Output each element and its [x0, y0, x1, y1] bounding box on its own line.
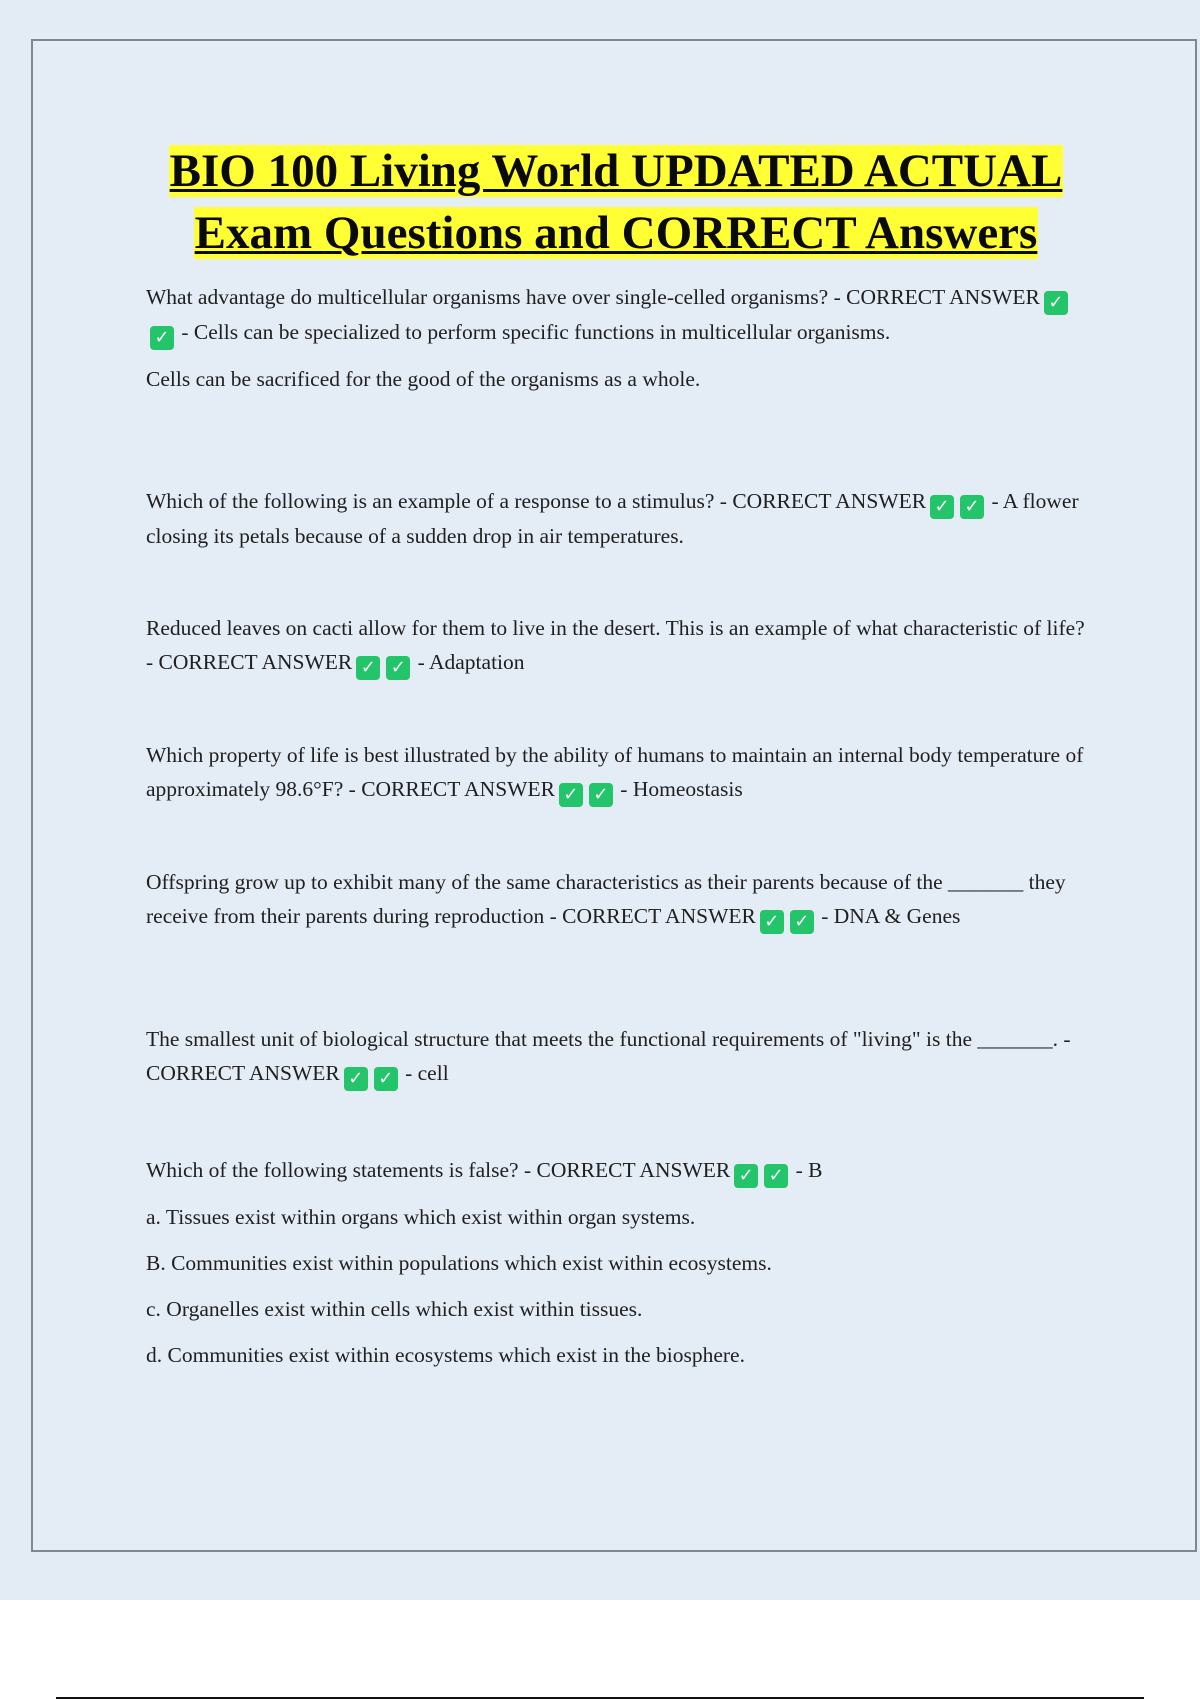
footer-divider [56, 1697, 1144, 1699]
option-b: B. Communities exist within populations which exist within ecosystems. [146, 1251, 772, 1275]
qa-item-4 [146, 738, 1086, 807]
question-text: Which property of life is best illustrated by the ability of humans to maintain an internal body temperature of approximately 98.6°F? - CORRECT ANSWER [146, 743, 1084, 801]
title-line-2: Exam Questions and CORRECT Answers [194, 207, 1038, 259]
checkmark-icon: ✓ [150, 326, 174, 350]
qa-paragraph [146, 738, 1086, 807]
checkmark-icon: ✓ [960, 495, 984, 519]
qa-paragraph [146, 484, 1086, 553]
checkmark-icon: ✓ [589, 783, 613, 807]
answer-extra-text: Cells can be sacrificed for the good of the organisms as a whole. [146, 367, 701, 391]
checkmark-icon: ✓ [559, 783, 583, 807]
checkmark-icon: ✓ [764, 1164, 788, 1188]
checkmark-icon: ✓ [930, 495, 954, 519]
checkmark-icon: ✓ [386, 656, 410, 680]
qa-paragraph [146, 1153, 1086, 1188]
option-d: d. Communities exist within ecosystems which exist in the biosphere. [146, 1343, 745, 1367]
title-line-1: BIO 100 Living World UPDATED ACTUAL [169, 145, 1063, 197]
question-text: Offspring grow up to exhibit many of the same characteristics as their parents because of the _______ they receive from their parents during reproduction - CORRECT ANSWER [146, 870, 1066, 928]
qa-item-2 [146, 484, 1086, 553]
checkmark-icon: ✓ [760, 910, 784, 934]
checkmark-icon: ✓ [356, 656, 380, 680]
qa-item-7 [146, 1153, 1086, 1372]
question-text: Which of the following statements is false? - CORRECT ANSWER [146, 1158, 731, 1182]
answer-text: - B [795, 1158, 823, 1182]
answer-text: - Homeostasis [620, 777, 743, 801]
answer-text: - Cells can be specialized to perform specific functions in multicellular organisms. [181, 320, 891, 344]
answer-text: - cell [405, 1061, 449, 1085]
checkmark-icon: ✓ [374, 1067, 398, 1091]
option-c: c. Organelles exist within cells which exist within tissues. [146, 1297, 643, 1321]
question-text: Which of the following is an example of a response to a stimulus? - CORRECT ANSWER [146, 489, 927, 513]
qa-paragraph [146, 1022, 1086, 1091]
answer-text: - DNA & Genes [821, 904, 961, 928]
option-a: a. Tissues exist within organs which exist within organ systems. [146, 1205, 696, 1229]
qa-item-6 [146, 1022, 1086, 1091]
checkmark-icon: ✓ [734, 1164, 758, 1188]
document-title [110, 140, 1122, 264]
qa-paragraph [146, 865, 1086, 934]
answer-text: - A flower closing its petals because of a sudden drop in air temperatures. [146, 489, 1079, 548]
qa-paragraph [146, 611, 1086, 680]
question-text: The smallest unit of biological structure that meets the functional requirements of "living" is the _______. - CORRECT ANSWER [146, 1027, 1071, 1085]
qa-paragraph [146, 280, 1086, 350]
checkmark-icon: ✓ [1044, 291, 1068, 315]
qa-item-3 [146, 611, 1086, 680]
qa-item-5 [146, 865, 1086, 934]
question-text: What advantage do multicellular organisms have over single-celled organisms? - CORRECT ANSWER [146, 285, 1040, 309]
answer-text: - Adaptation [417, 650, 525, 674]
question-text: Reduced leaves on cacti allow for them to live in the desert. This is an example of what characteristic of life? - CORRECT ANSWER [146, 616, 1085, 674]
qa-item-1 [146, 280, 1086, 396]
checkmark-icon: ✓ [344, 1067, 368, 1091]
checkmark-icon: ✓ [790, 910, 814, 934]
